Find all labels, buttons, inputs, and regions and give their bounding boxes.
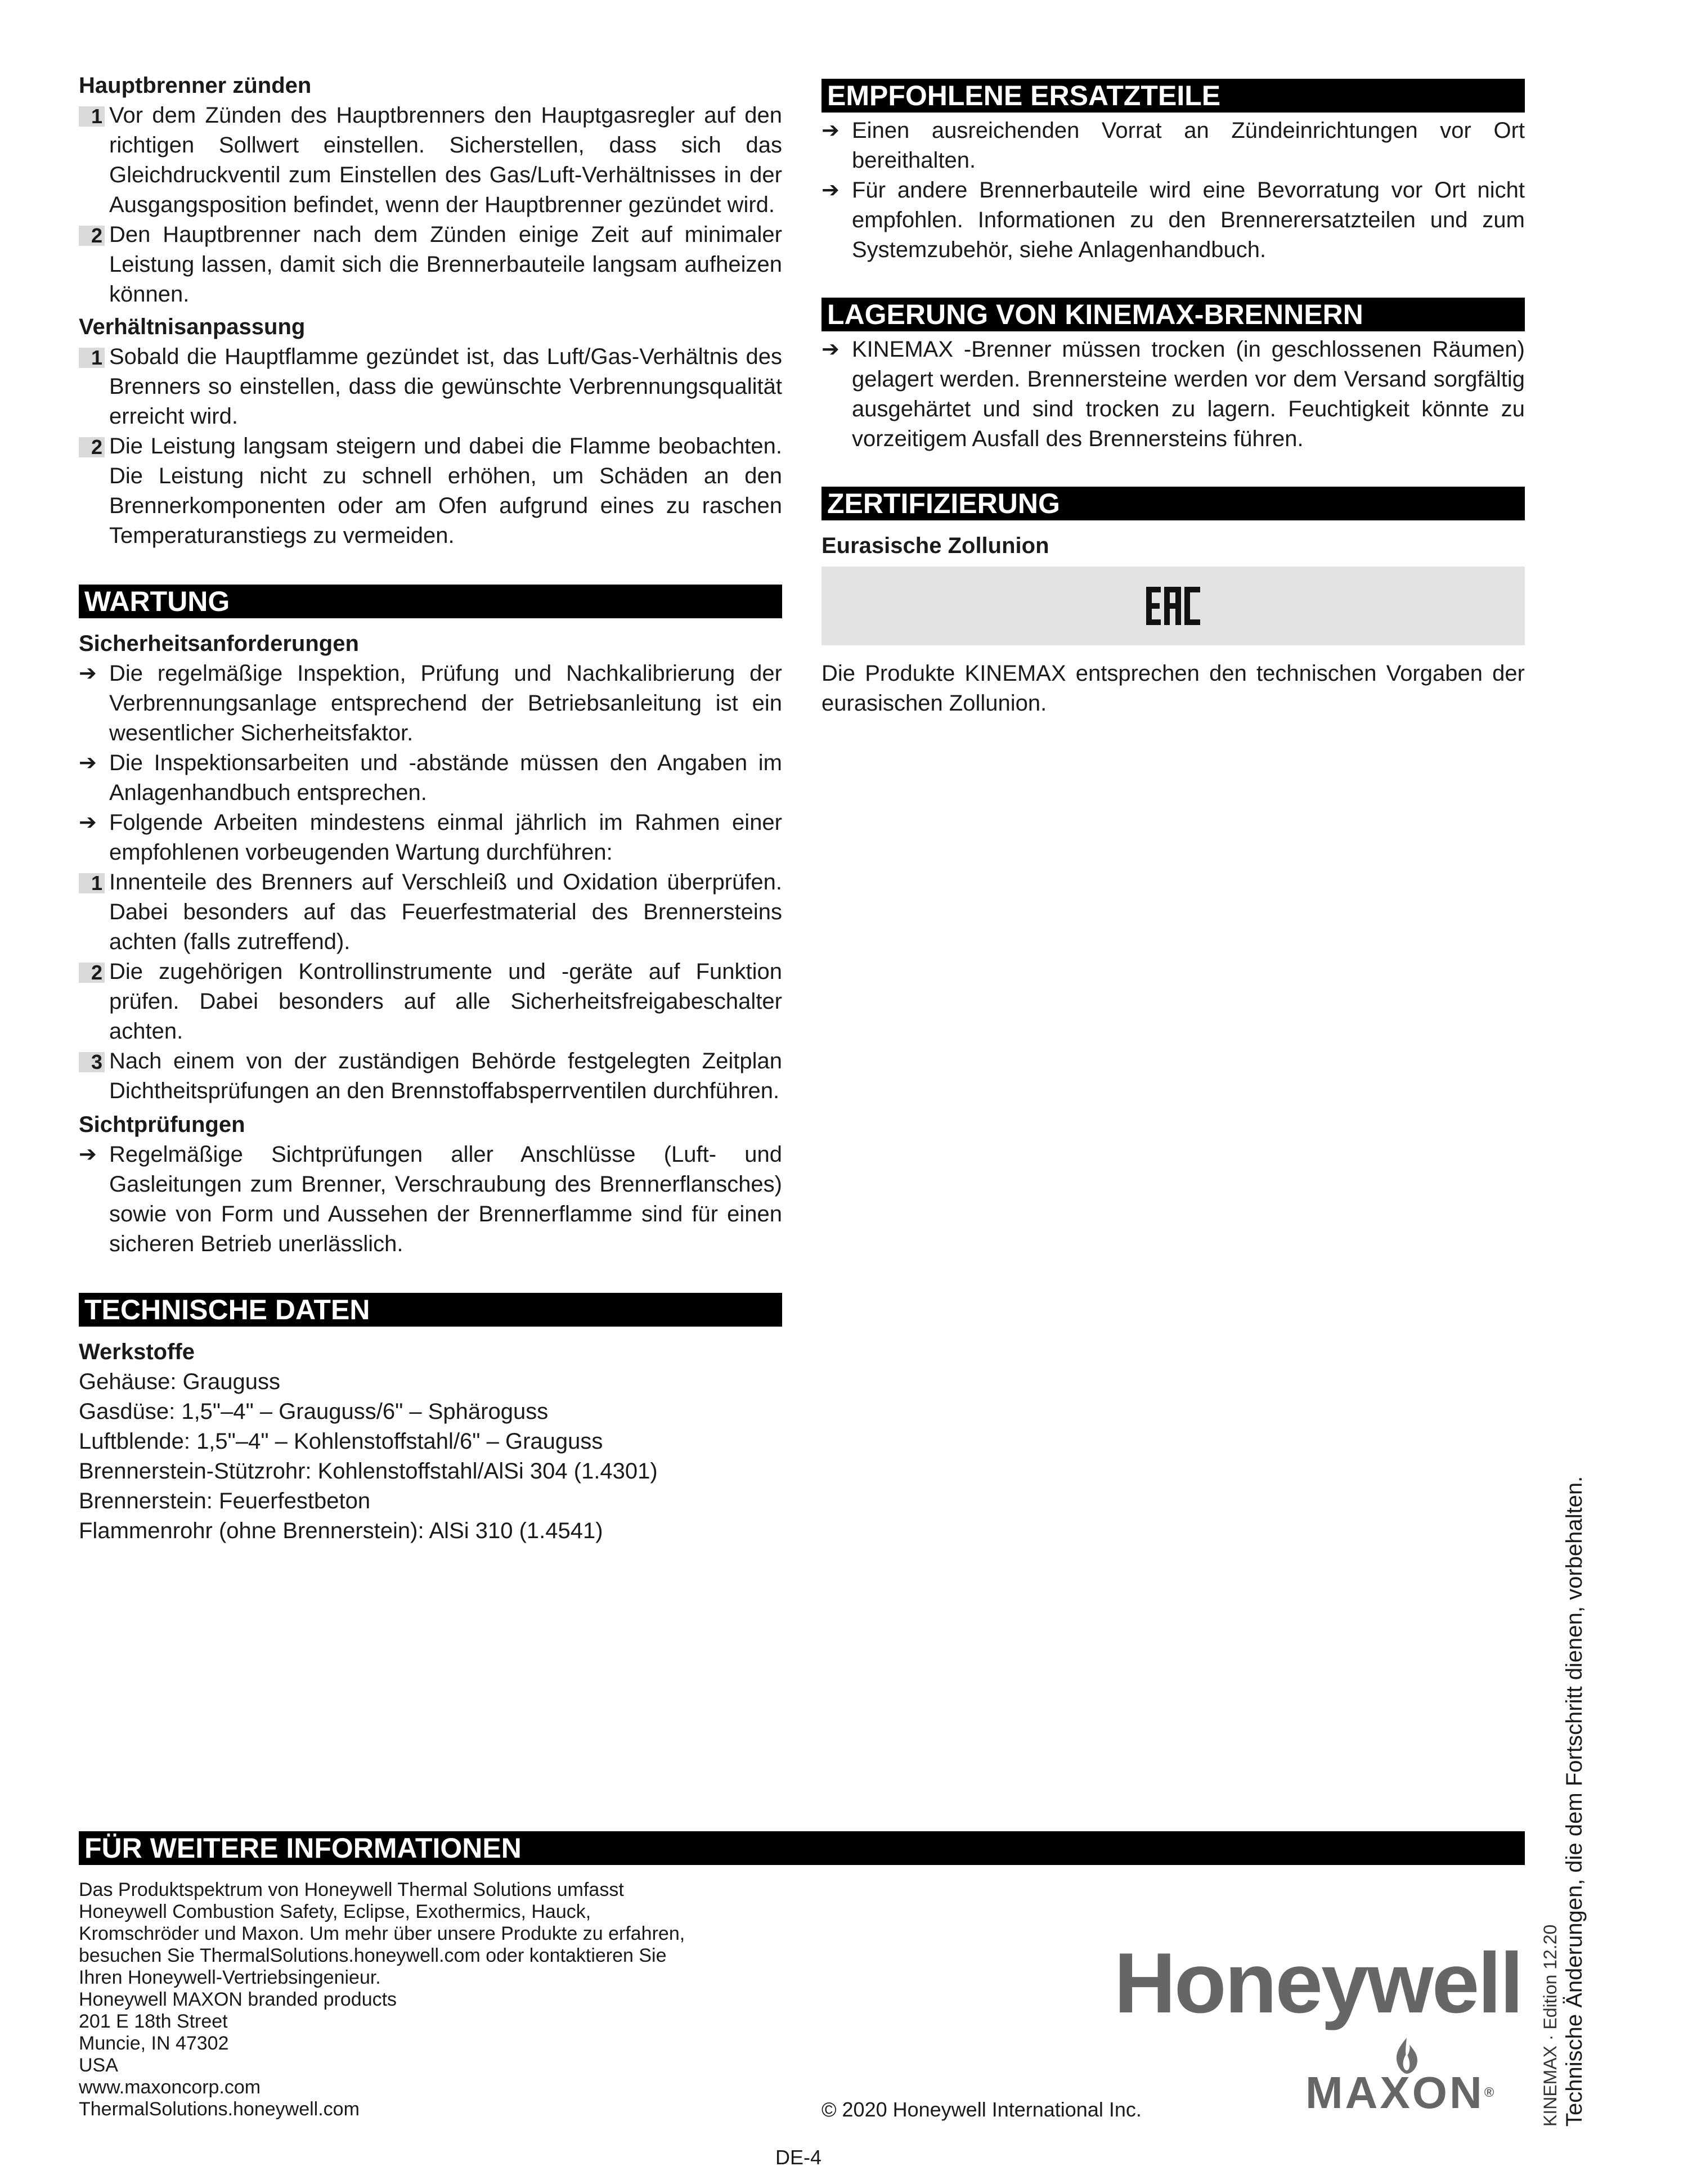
maxon-wordmark: MAXON bbox=[1305, 2068, 1484, 2118]
step-text: Den Hauptbrenner nach dem Zünden einige Zeit auf minimaler Leistung lassen, damit sich die Brennerbauteile langsam aufheizen können. bbox=[109, 222, 782, 307]
material-line: Luftblende: 1,5"–4" – Kohlenstoffstahl/6" – Grauguss bbox=[79, 1429, 603, 1454]
page-number: DE-4 bbox=[775, 2146, 822, 2169]
edition-label: KINEMAX · Edition 12.20 bbox=[1540, 1924, 1560, 2127]
step-text: Die Leistung langsam steigern und dabei die Flamme beobachten. Die Leistung nicht zu schnell erhöhen, um Schäden an den Brennerkomponenten oder am Ofen aufgrund eines zu raschen Temperaturanstiegs zu vermeiden. bbox=[109, 434, 782, 548]
cert-section bbox=[821, 487, 1525, 718]
registered-mark: ® bbox=[1484, 2085, 1497, 2100]
bullet-item bbox=[79, 1140, 782, 1259]
ignition-section bbox=[79, 70, 782, 309]
eac-certification-icon bbox=[1145, 586, 1201, 626]
maxon-logo bbox=[1305, 2068, 1497, 2118]
bullet-text: KINEMAX -Brenner müssen trocken (in geschlossenen Räumen) gelagert werden. Brennersteine werden vor dem Versand sorgfältig ausgehärtet und sind trocken zu lagern. Feuchtigkeit könnte zu vorzeitigem Ausfall des Brennersteins führen. bbox=[852, 337, 1525, 451]
website-link[interactable]: ThermalSolutions.honeywell.com bbox=[79, 2098, 360, 2120]
bullet-text: Regelmäßige Sichtprüfungen aller Anschlüsse (Luft- und Gasleitungen zum Brenner, Verschraubung des Brennerflansches) sowie von Form und Aussehen der Brennerflamme sind für einen sicheren Betrieb unerlässlich. bbox=[109, 1142, 782, 1256]
step-number-badge: 2 bbox=[79, 226, 105, 246]
numbered-item bbox=[79, 432, 782, 551]
bullet-text: Die regelmäßige Inspektion, Prüfung und Nachkalibrierung der Verbrennungsanlage entsprechend der Betriebsanleitung ist ein wesentlicher Sicherheitsfaktor. bbox=[109, 661, 782, 745]
contact-line: Honeywell Combustion Safety, Eclipse, Exothermics, Hauck, bbox=[79, 1901, 591, 1922]
step-number-badge: 2 bbox=[79, 963, 105, 983]
material-line: Gehäuse: Grauguss bbox=[79, 1369, 280, 1394]
copyright: © 2020 Honeywell International Inc. bbox=[821, 2098, 1142, 2121]
ratio-heading: Verhältnisanpassung bbox=[79, 314, 306, 339]
contact-line: Kromschröder und Maxon. Um mehr über unsere Produkte zu erfahren, bbox=[79, 1923, 685, 1944]
contact-line: Muncie, IN 47302 bbox=[79, 2033, 229, 2054]
arrow-right-icon: ➔ bbox=[79, 811, 97, 834]
contact-line: Honeywell MAXON branded products bbox=[79, 1989, 397, 2010]
contact-block bbox=[79, 1879, 810, 2120]
arrow-right-icon: ➔ bbox=[79, 662, 97, 685]
step-number-badge: 2 bbox=[79, 437, 105, 457]
bullet-text: Für andere Brennerbauteile wird eine Bevorratung vor Ort nicht empfohlen. Informationen zu den Brennerersatzteilen und zum Systemzubehör, siehe Anlagenhandbuch. bbox=[852, 178, 1525, 262]
step-text: Die zugehörigen Kontrollinstrumente und -geräte auf Funktion prüfen. Dabei besonders auf alle Sicherheitsfreigabeschalter achten. bbox=[109, 959, 782, 1044]
bullet-item bbox=[821, 335, 1525, 454]
numbered-item bbox=[79, 1046, 782, 1106]
tech-section bbox=[79, 1293, 782, 1546]
eac-mark-box bbox=[821, 567, 1525, 645]
step-number-badge: 1 bbox=[79, 873, 105, 893]
contact-line: Ihren Honeywell-Vertriebsingenieur. bbox=[79, 1967, 381, 1988]
cert-text: Die Produkte KINEMAX entsprechen den technischen Vorgaben der eurasischen Zollunion. bbox=[821, 661, 1525, 716]
maintenance-section bbox=[79, 585, 782, 1259]
material-line: Brennerstein-Stützrohr: Kohlenstoffstahl/AlSi 304 (1.4301) bbox=[79, 1459, 658, 1484]
material-line: Brennerstein: Feuerfestbeton bbox=[79, 1489, 371, 1513]
bullet-item bbox=[79, 748, 782, 808]
material-line: Flammenrohr (ohne Brennerstein): AlSi 310 (1.4541) bbox=[79, 1518, 603, 1543]
website-link[interactable]: www.maxoncorp.com bbox=[79, 2077, 261, 2098]
cert-title: ZERTIFIZIERUNG bbox=[821, 487, 1525, 520]
bullet-item bbox=[79, 808, 782, 868]
material-line: Gasdüse: 1,5"–4" – Grauguss/6" – Sphäroguss bbox=[79, 1399, 549, 1424]
bullet-text: Einen ausreichenden Vorrat an Zündeinrichtungen vor Ort bereithalten. bbox=[852, 118, 1525, 173]
technical-changes-note: Technische Änderungen, die dem Fortschritt dienen, vorbehalten. bbox=[1562, 1476, 1587, 2127]
step-number-badge: 1 bbox=[79, 348, 105, 368]
spares-section bbox=[821, 79, 1525, 265]
arrow-right-icon: ➔ bbox=[79, 751, 97, 775]
bullet-item bbox=[821, 176, 1525, 265]
ratio-section bbox=[79, 312, 782, 551]
arrow-right-icon: ➔ bbox=[79, 1143, 97, 1166]
bullet-text: Die Inspektionsarbeiten und -abstände müssen den Angaben im Anlagenhandbuch entsprechen. bbox=[109, 751, 782, 805]
footer-section bbox=[79, 1831, 1525, 1865]
bullet-item bbox=[79, 659, 782, 748]
contact-line: 201 E 18th Street bbox=[79, 2011, 228, 2032]
honeywell-logo: Honeywell bbox=[1114, 1935, 1522, 2031]
numbered-item bbox=[79, 868, 782, 957]
storage-section bbox=[821, 298, 1525, 454]
maintenance-title: WARTUNG bbox=[79, 585, 782, 618]
step-text: Innenteile des Brenners auf Verschleiß und Oxidation überprüfen. Dabei besonders auf das Feuerfestmaterial des Brennersteins achten (falls zutreffend). bbox=[109, 870, 782, 954]
numbered-item bbox=[79, 957, 782, 1046]
footer-title: FÜR WEITERE INFORMATIONEN bbox=[79, 1831, 1525, 1865]
storage-title: LAGERUNG VON KINEMAX-BRENNERN bbox=[821, 298, 1525, 331]
materials-heading: Werkstoffe bbox=[79, 1340, 195, 1364]
step-number-badge: 3 bbox=[79, 1052, 105, 1072]
ignition-heading: Hauptbrenner zünden bbox=[79, 73, 312, 98]
contact-line: besuchen Sie ThermalSolutions.honeywell.com oder kontaktieren Sie bbox=[79, 1945, 667, 1966]
bullet-text: Folgende Arbeiten mindestens einmal jährlich im Rahmen einer empfohlenen vorbeugenden Wartung durchführen: bbox=[109, 810, 782, 865]
cert-heading: Eurasische Zollunion bbox=[821, 533, 1049, 558]
right-column bbox=[821, 79, 1525, 718]
side-text-block bbox=[1539, 1476, 1587, 2127]
numbered-item bbox=[79, 342, 782, 432]
numbered-item bbox=[79, 220, 782, 309]
arrow-right-icon: ➔ bbox=[821, 338, 839, 361]
contact-line: USA bbox=[79, 2055, 118, 2076]
arrow-right-icon: ➔ bbox=[821, 119, 839, 142]
safety-heading: Sicherheitsanforderungen bbox=[79, 631, 359, 656]
spares-title: EMPFOHLENE ERSATZTEILE bbox=[821, 79, 1525, 113]
arrow-right-icon: ➔ bbox=[821, 178, 839, 202]
step-text: Nach einem von der zuständigen Behörde festgelegten Zeitplan Dichtheitsprüfungen an den Brennstoffabsperrventilen durchführen. bbox=[109, 1049, 782, 1103]
visual-check-heading: Sichtprüfungen bbox=[79, 1112, 245, 1137]
step-text: Vor dem Zünden des Hauptbrenners den Hauptgasregler auf den richtigen Sollwert einstellen. Sicherstellen, dass sich das Gleichdruckventil zum Einstellen des Gas/Luft-Verhältnisses in der Ausgangsposition befindet, wenn der Hauptbrenner gezündet wird. bbox=[109, 103, 782, 217]
bullet-item bbox=[821, 116, 1525, 176]
step-text: Sobald die Hauptflamme gezündet ist, das Luft/Gas-Verhältnis des Brenners so einstellen, dass die gewünschte Verbrennungsqualität erreicht wird. bbox=[109, 344, 782, 429]
tech-title: TECHNISCHE DATEN bbox=[79, 1293, 782, 1327]
contact-line: Das Produktspektrum von Honeywell Thermal Solutions umfasst bbox=[79, 1879, 624, 1900]
left-column bbox=[79, 70, 782, 1546]
step-number-badge: 1 bbox=[79, 106, 105, 127]
numbered-item bbox=[79, 101, 782, 220]
